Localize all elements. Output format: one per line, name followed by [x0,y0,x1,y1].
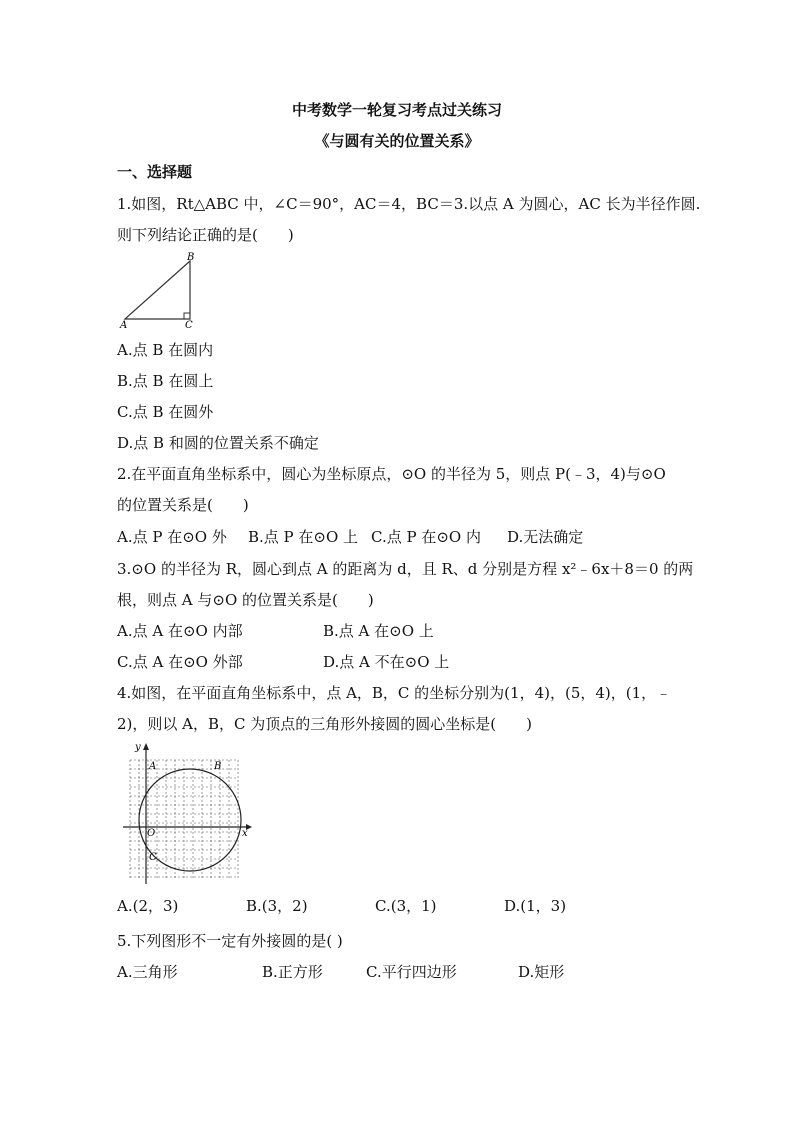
q4-option-d: D.(1，3) [504,897,567,915]
q1-triangle-figure [115,250,205,330]
q3-option-b: B.点 A 在⊙O 上 [323,622,434,640]
q3-option-a: A.点 A 在⊙O 内部 [117,622,243,640]
q1-option-c: C.点 B 在圆外 [117,403,214,421]
q2-stem-line2: 的位置关系是( ) [117,496,249,514]
q1-option-b: B.点 B 在圆上 [117,372,214,390]
section-heading: 一、选择题 [117,163,193,181]
q4-option-a: A.(2，3) [117,897,179,915]
q5-option-b: B.正方形 [262,963,323,981]
q2-option-d: D.无法确定 [507,528,584,546]
page-title: 中考数学一轮复习考点过关练习 [291,101,502,119]
q4-label-O: O [147,828,156,839]
q5-stem: 5.下列图形不一定有外接圆的是( ) [117,932,343,950]
q4-label-x: x [242,828,248,839]
q5-option-d: D.矩形 [518,963,565,981]
q3-option-c: C.点 A 在⊙O 外部 [117,653,243,671]
q4-label-A: A [149,761,157,772]
right-angle-mark [184,313,190,319]
y-axis-arrow [143,743,149,750]
q2-stem-line1: 2.在平面直角坐标系中，圆心为坐标原点，⊙O 的半径为 5，则点 P(﹣3，4)与⊙O [117,465,666,483]
q1-stem-line2: 则下列结论正确的是( ) [117,226,294,244]
q4-label-y: y [135,742,141,753]
q1-label-B: B [187,252,195,263]
q4-stem-line1: 4.如图，在平面直角坐标系中，点 A，B，C 的坐标分别为(1，4)，(5，4)，(1，﹣ [117,684,672,702]
q2-option-b: B.点 P 在⊙O 上 [248,528,359,546]
q4-option-b: B.(3，2) [246,897,308,915]
q4-coordinate-figure [115,738,255,888]
q2-option-a: A.点 P 在⊙O 外 [117,528,227,546]
q2-option-c: C.点 P 在⊙O 内 [371,528,481,546]
q4-stem-line2: 2)，则以 A，B，C 为顶点的三角形外接圆的圆心坐标是( ) [117,715,532,733]
q4-option-c: C.(3，1) [375,897,437,915]
q5-option-c: C.平行四边形 [366,963,457,981]
page-subtitle: 《与圆有关的位置关系》 [314,132,480,150]
q1-option-a: A.点 B 在圆内 [117,341,214,359]
q5-option-a: A.三角形 [117,963,178,981]
q1-option-d: D.点 B 和圆的位置关系不确定 [117,434,319,452]
q4-label-B: B [214,761,222,772]
q3-stem-line2: 根，则点 A 与⊙O 的位置关系是( ) [117,591,374,609]
q3-stem-line1: 3.⊙O 的半径为 R，圆心到点 A 的距离为 d，且 R、d 分别是方程 x²﹣6x＋8＝0 的两 [117,560,694,578]
triangle-abc [125,261,190,319]
q3-option-d: D.点 A 不在⊙O 上 [323,653,450,671]
q1-label-C: C [185,320,193,330]
q1-label-A: A [120,320,128,330]
q1-stem-line1: 1.如图，Rt△ABC 中，∠C＝90°，AC＝4，BC＝3.以点 A 为圆心，AC 长为半径作圆. [117,195,701,213]
q4-label-C: C [149,852,157,863]
